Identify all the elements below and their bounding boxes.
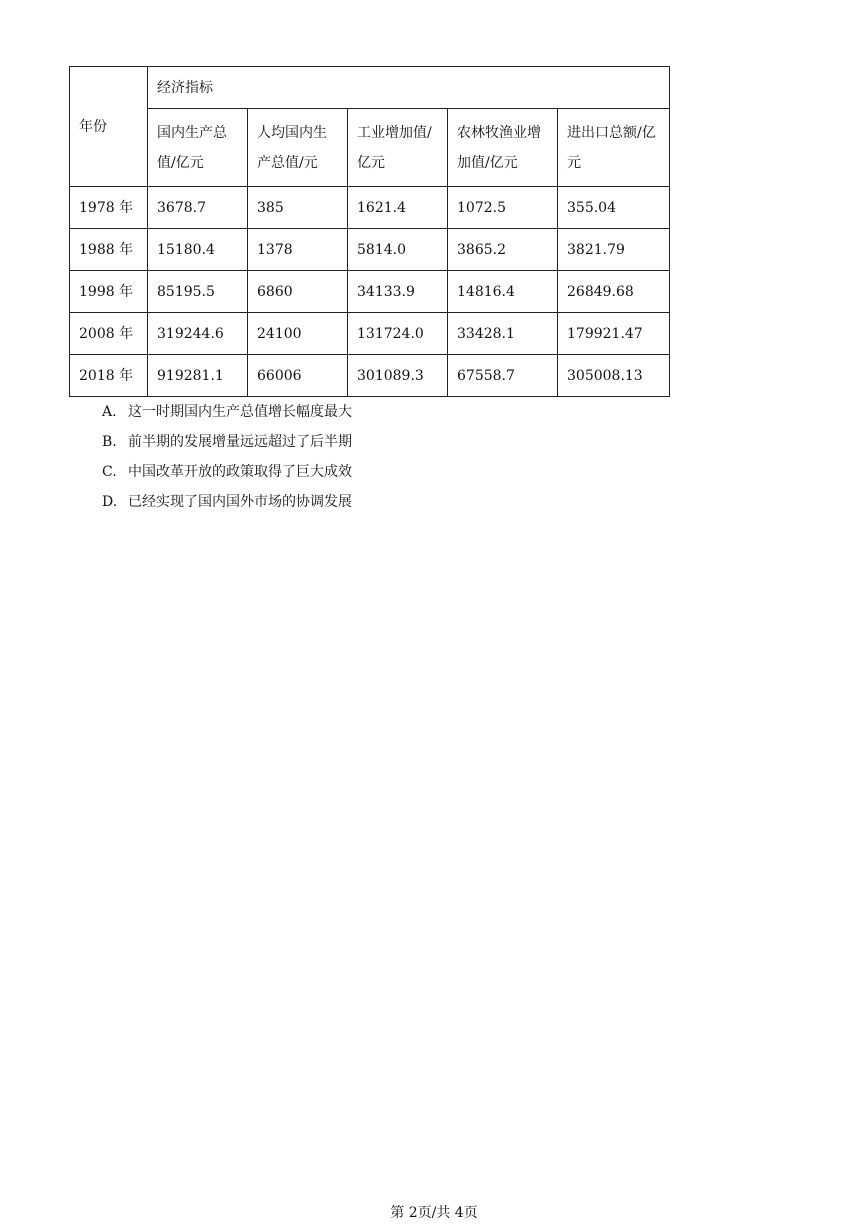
table-cell: 14816.4 — [448, 271, 558, 313]
table-cell: 385 — [248, 187, 348, 229]
table-row — [70, 271, 670, 313]
table-cell: 319244.6 — [148, 313, 248, 355]
table-cell: 33428.1 — [448, 313, 558, 355]
table-cell: 1072.5 — [448, 187, 558, 229]
answer-options — [102, 397, 352, 517]
economic-indicators-table — [69, 66, 670, 397]
option-c — [102, 457, 352, 487]
option-a — [102, 397, 352, 427]
table-row — [70, 313, 670, 355]
option-text: 这一时期国内生产总值增长幅度最大 — [128, 404, 352, 420]
year-cell: 2018 年 — [70, 355, 148, 397]
table-cell: 34133.9 — [348, 271, 448, 313]
option-text: 中国改革开放的政策取得了巨大成效 — [128, 464, 352, 480]
table-cell: 919281.1 — [148, 355, 248, 397]
table-header-row — [70, 67, 670, 109]
year-cell: 2008 年 — [70, 313, 148, 355]
column-header-gdp-per-capita: 人均国内生产总值/元 — [248, 109, 348, 187]
table-cell: 1621.4 — [348, 187, 448, 229]
table-cell: 305008.13 — [558, 355, 670, 397]
table-cell: 1378 — [248, 229, 348, 271]
column-header-row — [70, 109, 670, 187]
option-text: 已经实现了国内国外市场的协调发展 — [128, 494, 352, 510]
table-cell: 66006 — [248, 355, 348, 397]
table-row — [70, 355, 670, 397]
option-letter: D. — [102, 494, 118, 510]
column-header-agriculture: 农林牧渔业增加值/亿元 — [448, 109, 558, 187]
option-letter: A. — [102, 404, 117, 420]
table-row — [70, 187, 670, 229]
indicator-header-cell: 经济指标 — [148, 67, 670, 109]
option-d — [102, 487, 352, 517]
table-cell: 15180.4 — [148, 229, 248, 271]
table-cell: 85195.5 — [148, 271, 248, 313]
year-cell: 1998 年 — [70, 271, 148, 313]
table-row — [70, 229, 670, 271]
table-cell: 26849.68 — [558, 271, 670, 313]
table-cell: 179921.47 — [558, 313, 670, 355]
year-cell: 1978 年 — [70, 187, 148, 229]
page-footer: 第 2页/共 4页 — [390, 1205, 478, 1221]
year-cell: 1988 年 — [70, 229, 148, 271]
table-cell: 67558.7 — [448, 355, 558, 397]
option-letter: B. — [102, 434, 117, 450]
year-header-cell: 年份 — [70, 67, 148, 187]
option-text: 前半期的发展增量远远超过了后半期 — [128, 434, 352, 450]
table-cell: 6860 — [248, 271, 348, 313]
column-header-gdp: 国内生产总值/亿元 — [148, 109, 248, 187]
table-cell: 3821.79 — [558, 229, 670, 271]
column-header-trade: 进出口总额/亿元 — [558, 109, 670, 187]
option-letter: C. — [102, 464, 117, 480]
column-header-industry: 工业增加值/亿元 — [348, 109, 448, 187]
table-cell: 5814.0 — [348, 229, 448, 271]
table-cell: 301089.3 — [348, 355, 448, 397]
table-cell: 3865.2 — [448, 229, 558, 271]
table-cell: 355.04 — [558, 187, 670, 229]
table-cell: 3678.7 — [148, 187, 248, 229]
table-cell: 131724.0 — [348, 313, 448, 355]
table-cell: 24100 — [248, 313, 348, 355]
option-b — [102, 427, 352, 457]
